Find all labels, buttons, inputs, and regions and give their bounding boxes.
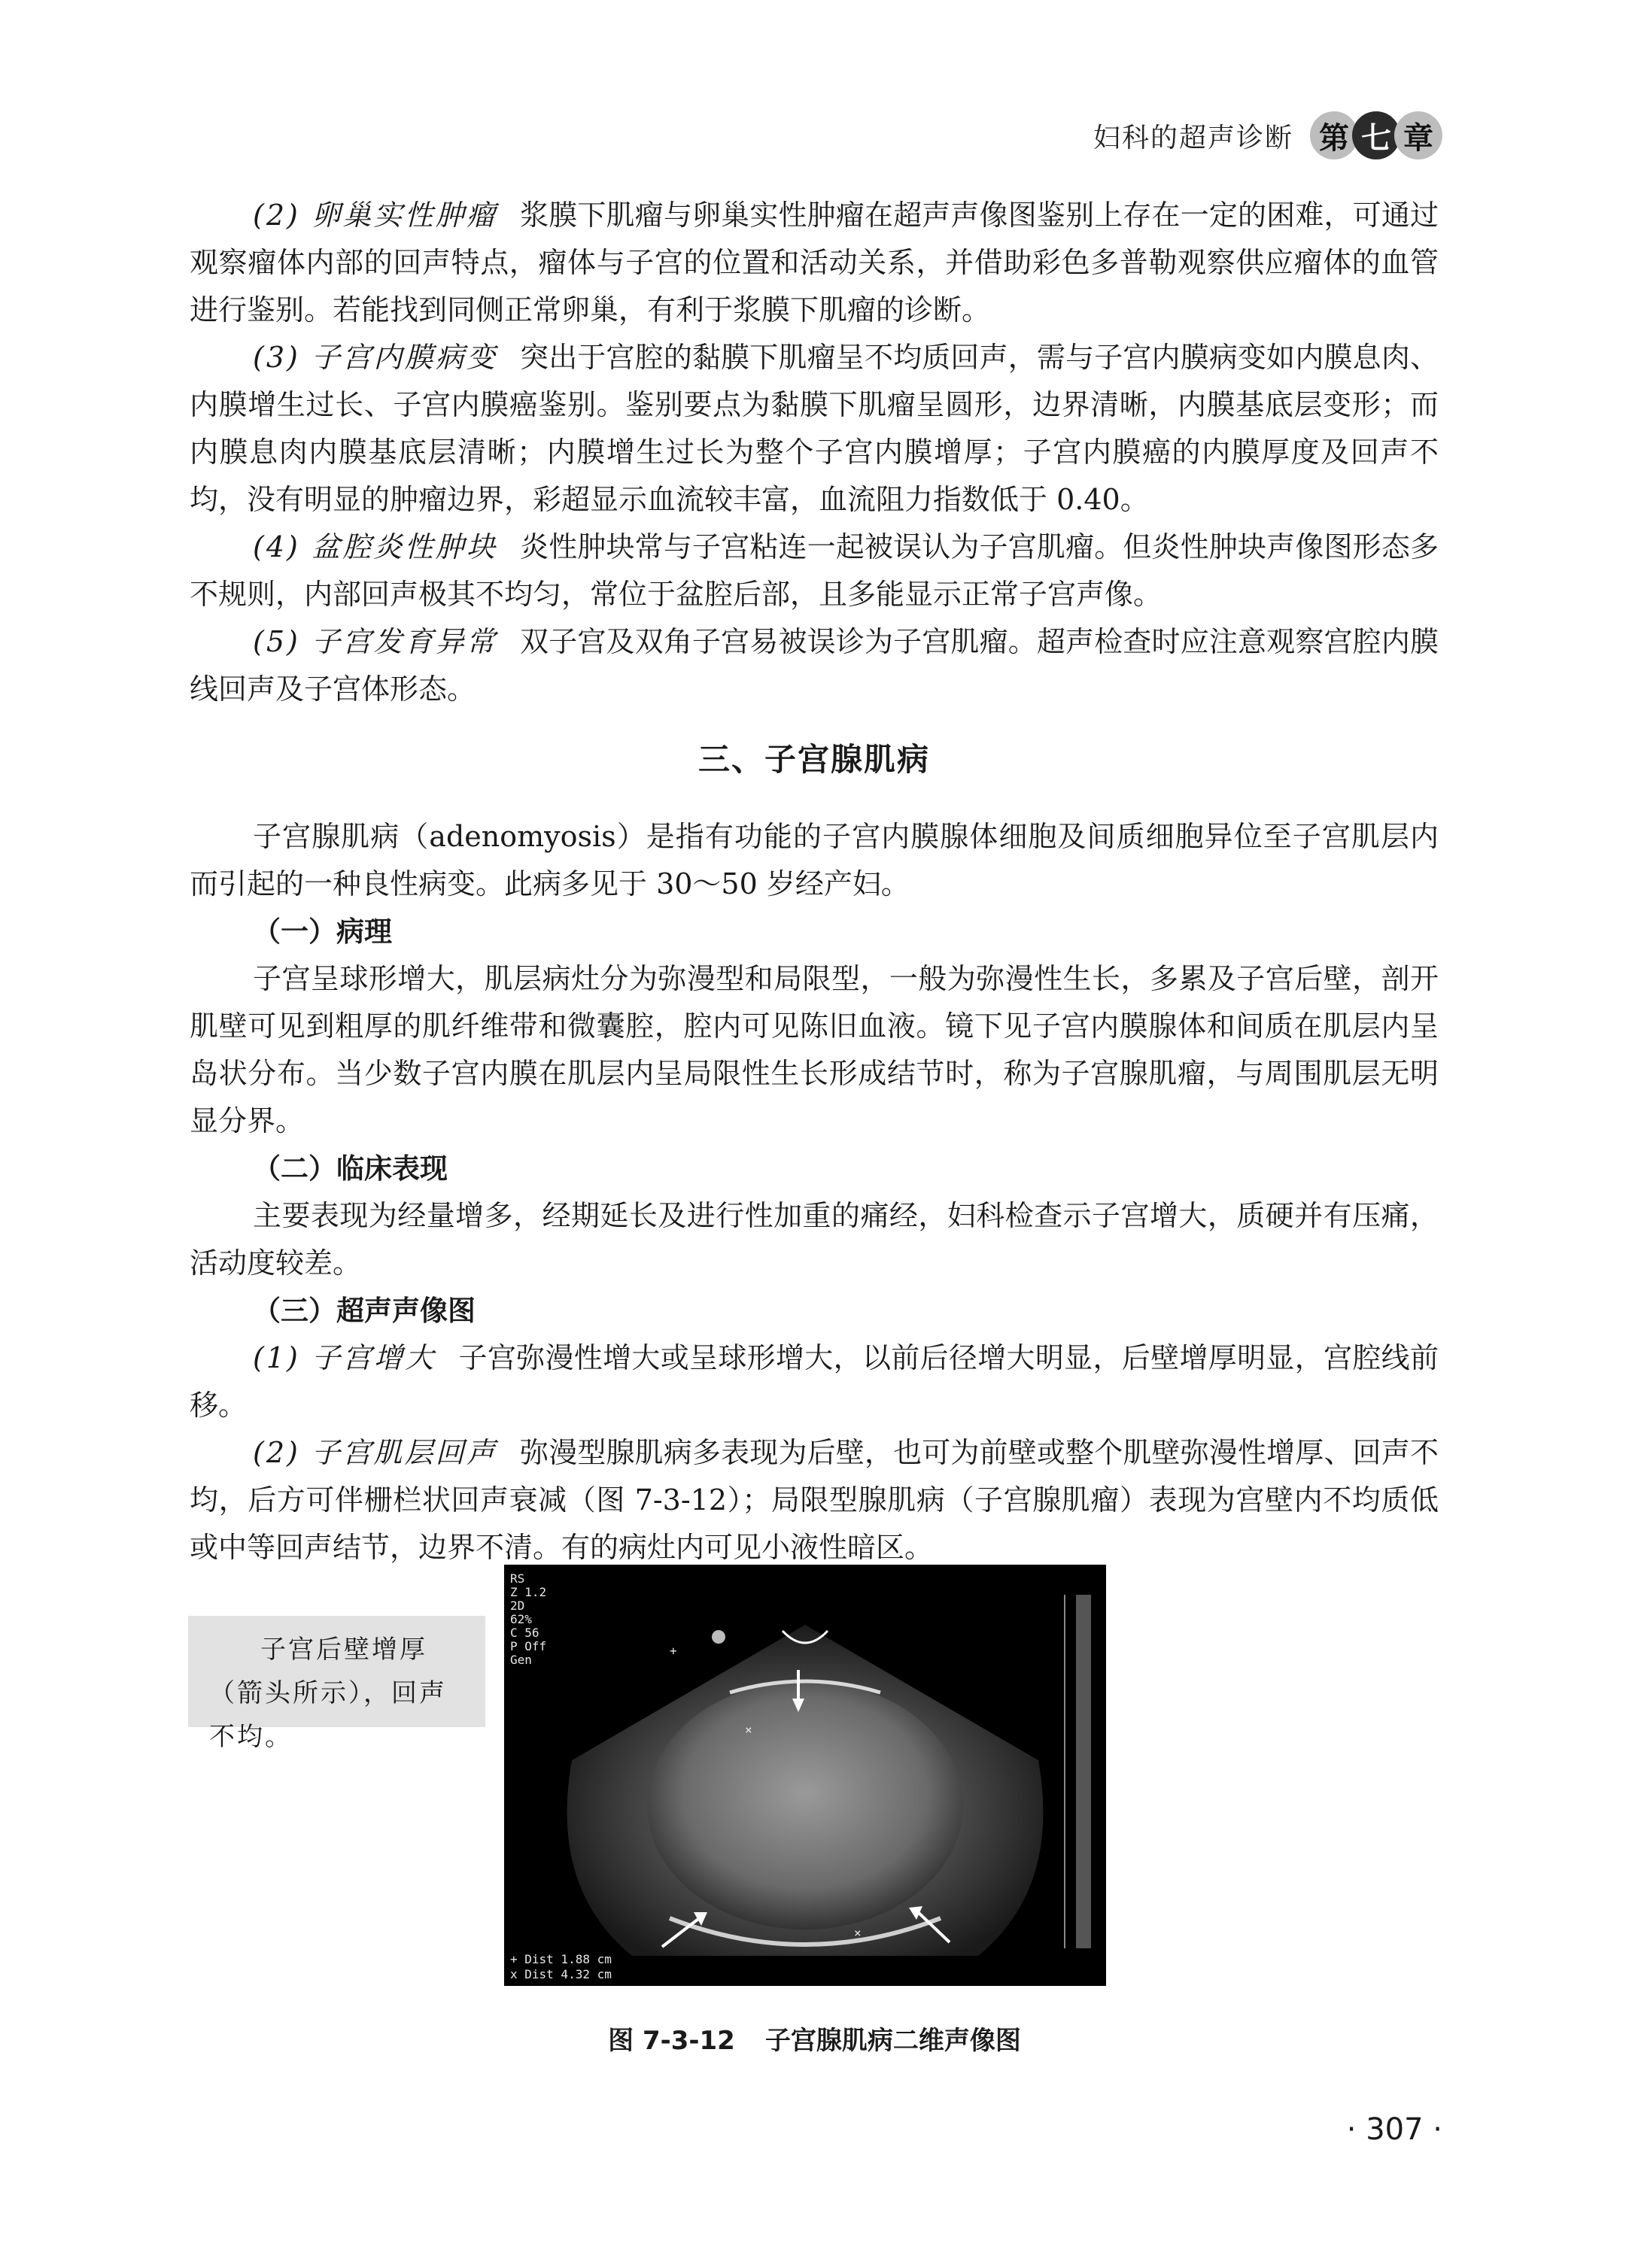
orientation-dot [712,1630,725,1644]
paragraph-text: 浆膜下肌瘤与卵巢实性肿瘤在超声声像图鉴别上存在一定的困难，可通过观察瘤体内部的回声特点，瘤体与子宫的位置和活动关系，并借助彩色多普勒观察供应瘤体的血管进行鉴别。若能找到同侧正常卵巢，有利于浆膜下肌瘤的诊断。 [190,199,1439,326]
overlay-text: 62% [510,1612,532,1626]
section-title: 三、子宫腺肌病 [697,741,930,778]
paragraph-lead: (4) 盆腔炎性肿块 [253,530,498,563]
caliper-mark: × [854,1926,862,1940]
overlay-text: Gen [510,1653,532,1667]
running-header [1093,105,1442,165]
paragraph [190,618,1439,713]
caliper-mark: × [745,1723,752,1737]
paragraph [190,524,1439,618]
caliper-mark: + [670,1644,677,1658]
paragraph [190,1334,1439,1429]
subsection-title: （三）超声声像图 [253,1295,476,1327]
paragraph-lead: (1) 子宫增大 [253,1341,436,1374]
running-title: 妇科的超声诊断 [1093,122,1293,153]
paragraph-text: 弥漫型腺肌病多表现为后壁，也可为前壁或整个肌壁弥漫性增厚、回声不均，后方可伴栅栏状回声衰减（图 7-3-12）；局限型腺肌病（子宫腺肌瘤）表现为宫壁内不均质低或中等回声结节，边界不清。有的病灶内可见小液性暗区。 [190,1436,1439,1564]
figure-caption [0,2020,1629,2057]
figure-label: 图 7-3-12 [608,2026,735,2056]
figure-side-caption: 子宫后壁增厚（箭头所示），回声不均。 [188,1616,485,1727]
paragraph [190,1429,1439,1571]
paragraph-text: 突出于宫腔的黏膜下肌瘤呈不均质回声，需与子宫内膜病变如内膜息肉、内膜增生过长、子宫内膜癌鉴别。鉴别要点为黏膜下肌瘤呈圆形，边界清晰，内膜基底层变形；而内膜息肉内膜基底层清晰；内膜增生过长为整个子宫内膜增厚；子宫内膜癌的内膜厚度及回声不均，没有明显的肿瘤边界，彩超显示血流较丰富，血流阻力指数低于 0.40。 [190,341,1439,516]
paragraph-text: 炎性肿块常与子宫粘连一起被误认为子宫肌瘤。但炎性肿块声像图形态多不规则，内部回声极其不均匀，常位于盆腔后部，且多能显示正常子宫声像。 [190,530,1439,611]
chapter-char: 第 [1310,111,1358,159]
overlay-text: C 56 [510,1626,539,1640]
paragraph-lead: (5) 子宫发育异常 [253,625,498,658]
overlay-text: P Off [510,1639,547,1653]
paragraph-text: 子宫弥漫性增大或呈球形增大，以前后径增大明显，后壁增厚明显，宫腔线前移。 [190,1341,1439,1422]
chapter-char: 七 [1352,111,1400,159]
paragraph [190,334,1439,524]
paragraph-lead: (2) 卵巢实性肿瘤 [253,199,498,232]
figure-title: 子宫腺肌病二维声像图 [764,2026,1021,2056]
chapter-char: 章 [1394,111,1442,159]
body-text [190,192,1439,1571]
distance-readout: + Dist 1.88 cm [510,1952,612,1966]
subsection-title: （二）临床表现 [253,1152,448,1185]
uterus-region [647,1681,963,1929]
paragraph [190,192,1439,334]
distance-readout: x Dist 4.32 cm [510,1967,612,1981]
chapter-badge [1316,111,1442,159]
pathology-paragraph: 子宫呈球形增大，肌层病灶分为弥漫型和局限型，一般为弥漫性生长，多累及子宫后壁，剖开肌壁可见到粗厚的肌纤维带和微囊腔，腔内可见陈旧血液。镜下见子宫内膜腺体和间质在肌层内呈岛状分布。当少数子宫内膜在肌层内呈局限性生长形成结节时，称为子宫腺肌瘤，与周围肌层无明显分界。 [190,962,1439,1137]
paragraph-lead: (3) 子宫内膜病变 [253,341,498,374]
overlay-text: RS [510,1571,525,1586]
clinical-paragraph: 主要表现为经量增多，经期延长及进行性加重的痛经，妇科检查示子宫增大，质硬并有压痛，活动度较差。 [190,1199,1439,1280]
overlay-text: 2D [510,1599,525,1613]
ultrasound-image [504,1565,1106,1986]
page-number: · 307 · [1346,2112,1442,2147]
paragraph-lead: (2) 子宫肌层回声 [253,1436,498,1469]
gray-scale-bar [1076,1595,1091,1948]
paragraph-text: 双子宫及双角子宫易被误诊为子宫肌瘤。超声检查时应注意观察宫腔内膜线回声及子宫体形态。 [190,625,1439,706]
intro-paragraph: 子宫腺肌病（adenomyosis）是指有功能的子宫内膜腺体细胞及间质细胞异位至子宫肌层内而引起的一种良性病变。此病多见于 30～50 岁经产妇。 [190,820,1439,900]
subsection-title: （一）病理 [253,915,392,948]
ultrasound-svg [504,1565,1106,1986]
overlay-text: Z 1.2 [510,1585,547,1599]
